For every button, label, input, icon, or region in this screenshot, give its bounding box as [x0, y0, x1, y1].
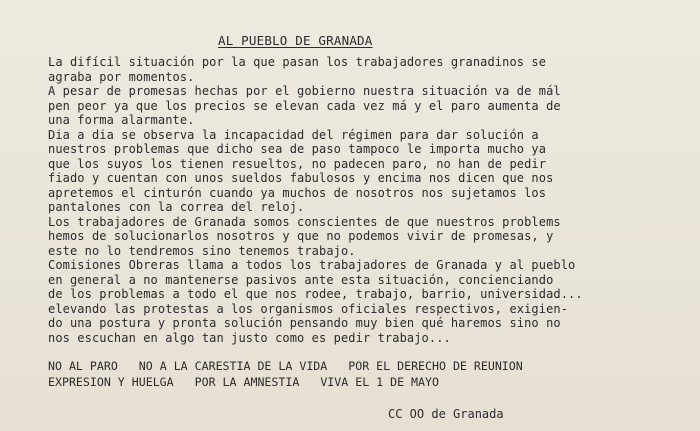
slogan: POR LA AMNESTIA	[194, 375, 300, 389]
body-line: Comisiones Obreras llama a todos los trabajadores de Granada y al pueblo	[48, 258, 576, 272]
document-title: AL PUEBLO DE GRANADA	[218, 33, 373, 48]
body-line: hemos de solucionarlos nosotros y que no podemos vivir de promesas, y	[48, 229, 554, 243]
slogan: EXPRESION Y HUELGA	[48, 375, 174, 389]
body-line: Dia a dia se observa la incapacidad del régimen para dar solución a	[48, 127, 539, 142]
slogan: NO A LA CARESTIA DE LA VIDA	[138, 359, 328, 373]
body-line: de los problemas a todo el que nos rodee, trabajo, barrio, universidad...	[48, 287, 583, 301]
document-body	[48, 55, 688, 345]
body-line: elevando las protestas a los organismos oficiales respectivos, exigien-	[48, 301, 569, 316]
body-line: nos escuchan en algo tan justo como es pedir trabajo...	[48, 330, 451, 345]
body-line: Los trabajadores de Granada somos conscientes de que nuestros problems	[48, 214, 561, 229]
body-line: este no lo tendremos sino tenemos trabajo.	[48, 243, 356, 258]
body-line: La difícil situación por la que pasan los trabajadores granadinos se	[48, 55, 547, 69]
body-line: nuestros problemas que dicho sea de paso tampoco le importa mucho ya	[48, 142, 547, 156]
body-line: pantalones con la correa del reloj.	[48, 200, 305, 214]
slogans-row-1	[48, 358, 688, 374]
body-line: A pesar de promesas hechas por el gobierno nuestra situación va de mál	[48, 84, 561, 98]
body-line: una forma alarmante.	[48, 113, 195, 127]
slogan: POR EL DERECHO DE REUNION	[348, 359, 523, 373]
body-line: en general a no mantenerse pasivos ante esta situación, concienciando	[48, 272, 554, 287]
body-line: pen peor ya que los precios se elevan cada vez má y el paro aumenta de	[48, 98, 561, 113]
body-line: apretemos el cinturón cuando ya muchos de nosotros nos sujetamos los	[48, 185, 547, 200]
body-line: fiado y cuentan con unos sueldos fabulosos y encima nos dicen que nos	[48, 171, 554, 185]
signature: CC OO de Granada	[388, 407, 504, 421]
slogan: VIVA EL 1 DE MAYO	[320, 375, 439, 389]
slogans-row-2	[48, 374, 688, 390]
body-line: que los suyos los tienen resueltos, no padecen paro, no han de pedir	[48, 156, 547, 171]
body-line: do una postura y pronta solución pensando muy bien qué haremos sino no	[48, 316, 561, 330]
slogan: NO AL PARO	[48, 359, 118, 373]
slogans-block	[48, 358, 688, 390]
body-line: agraba por momentos.	[48, 69, 195, 84]
